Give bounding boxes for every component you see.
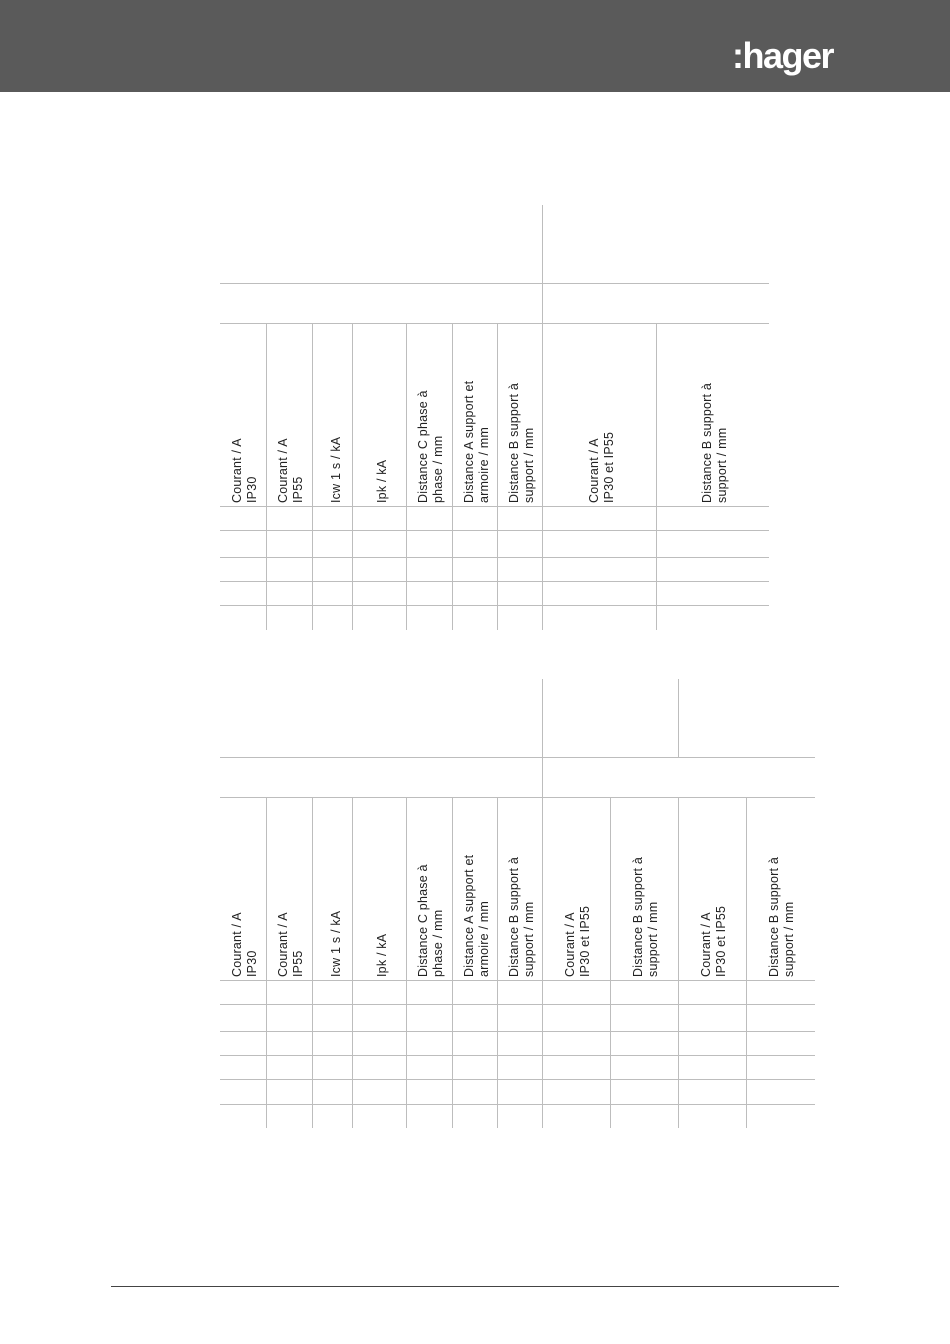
table-rule [542,205,543,630]
column-header: Courant / A IP30 [230,912,259,977]
column-header: Ipk / kA [375,933,389,977]
column-header: Distance B support à support / mm [507,856,536,977]
table-rule [266,323,267,630]
table-rule [406,797,407,1128]
table-rule [497,323,498,630]
table-rule [312,797,313,1128]
table-rule [678,797,679,1128]
table-rule [542,679,543,1128]
table-rule [220,506,769,507]
table-rule [266,797,267,1128]
column-header: Distance B support à support / mm [767,856,796,977]
column-header: Courant / A IP55 [276,438,305,503]
table-rule [220,1104,815,1105]
table-rule [610,797,611,1128]
column-header: Courant / A IP30 [230,438,259,503]
footer-rule [111,1286,839,1287]
table-rule [452,797,453,1128]
hager-logo: :hager [732,35,834,76]
table-rule [220,1031,815,1032]
table-rule [220,757,815,758]
column-header: Distance C phase à phase / mm [416,864,445,977]
table-rule [406,323,407,630]
table-rule [220,980,815,981]
column-header: Courant / A IP30 et IP55 [587,431,616,503]
column-header: Distance B support à support / mm [700,382,729,503]
column-header: Distance B support à support / mm [507,382,536,503]
column-header: Courant / A IP30 et IP55 [563,905,592,977]
table-rule [746,797,747,1128]
column-header: Icw 1 s / kA [329,910,343,977]
column-header: Distance B support à support / mm [631,856,660,977]
table-rule [352,797,353,1128]
table-rule [220,323,769,324]
column-header: Courant / A IP30 et IP55 [699,905,728,977]
column-header: Icw 1 s / kA [329,436,343,503]
column-header: Distance A support et armoire / mm [462,380,491,503]
table-rule [452,323,453,630]
table-rule [220,530,769,531]
table-rule [678,679,679,757]
table-rule [312,323,313,630]
table-rule [220,557,769,558]
column-header: Distance C phase à phase / mm [416,390,445,503]
header-bar [0,0,950,92]
table-rule [220,1055,815,1056]
table-rule [656,323,657,630]
column-header: Courant / A IP55 [276,912,305,977]
column-header: Ipk / kA [375,459,389,503]
table-rule [220,283,769,284]
table-rule [352,323,353,630]
table-rule [220,1004,815,1005]
table-rule [220,581,769,582]
table-rule [220,797,815,798]
table-rule [497,797,498,1128]
table-rule [220,1079,815,1080]
column-header: Distance A support et armoire / mm [462,854,491,977]
table-rule [220,605,769,606]
